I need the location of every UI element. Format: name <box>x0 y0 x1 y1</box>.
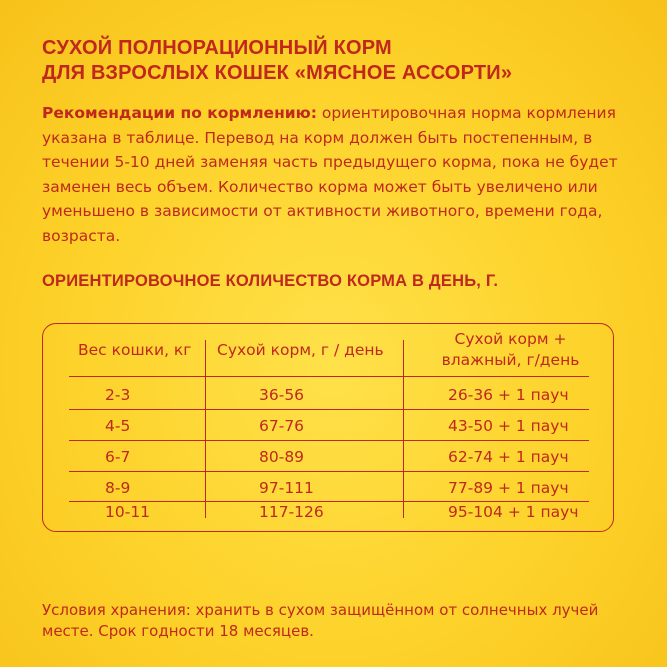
cell-dry: 36-56 <box>259 385 305 404</box>
header-dry-wet-line-1: Сухой корм + <box>454 330 567 348</box>
cell-dry-wet: 43-50 + 1 пауч <box>448 416 569 435</box>
table-row <box>43 441 613 472</box>
cell-dry: 80-89 <box>259 447 305 466</box>
header-dry-wet-food <box>413 324 608 376</box>
cell-dry-wet: 62-74 + 1 пауч <box>448 447 569 466</box>
header-dry-wet-line-2: влажный, г/день <box>441 351 580 369</box>
cell-weight: 4-5 <box>105 416 131 435</box>
cell-weight: 8-9 <box>105 478 131 497</box>
cell-weight: 10-11 <box>105 502 151 521</box>
feeding-table <box>42 323 614 532</box>
row-divider <box>69 376 589 377</box>
cell-dry-wet: 26-36 + 1 пауч <box>448 385 569 404</box>
header-dry-food: Сухой корм, г / день <box>217 341 384 359</box>
cell-dry-wet: 95-104 + 1 пауч <box>448 502 579 521</box>
storage-conditions: Условия хранения: хранить в сухом защищённом от солнечных лучей месте. Срок годности 18 месяцев. <box>42 601 599 640</box>
cell-dry: 117-126 <box>259 502 324 521</box>
table-row <box>43 496 613 527</box>
header-weight: Вес кошки, кг <box>78 341 192 359</box>
table-row <box>43 410 613 441</box>
product-title <box>42 36 642 86</box>
cell-weight: 2-3 <box>105 385 131 404</box>
recommendations-label: Рекомендации по кормлению: <box>42 104 317 122</box>
product-title-line-2: ДЛЯ ВЗРОСЛЫХ КОШЕК «МЯСНОЕ АССОРТИ» <box>42 62 513 84</box>
table-header <box>43 324 613 376</box>
cell-dry-wet: 77-89 + 1 пауч <box>448 478 569 497</box>
cell-dry: 67-76 <box>259 416 305 435</box>
feeding-recommendations <box>42 101 642 248</box>
recommendations-text: ориентировочная норма кормления указана в таблице. Перевод на корм должен быть постепенным, в течении 5-10 дней заменяя часть предыдущего корма, пока не будет заменен весь объем. Количество корма может быть увеличено или уменьшено в зависимости от активности животного, времени года, возраста. <box>42 104 618 245</box>
cell-dry: 97-111 <box>259 478 314 497</box>
table-row <box>43 379 613 410</box>
table-title: ОРИЕНТИРОВОЧНОЕ КОЛИЧЕСТВО КОРМА В ДЕНЬ, Г. <box>42 272 499 290</box>
product-title-line-1: СУХОЙ ПОЛНОРАЦИОННЫЙ КОРМ <box>42 37 392 59</box>
cell-weight: 6-7 <box>105 447 131 466</box>
